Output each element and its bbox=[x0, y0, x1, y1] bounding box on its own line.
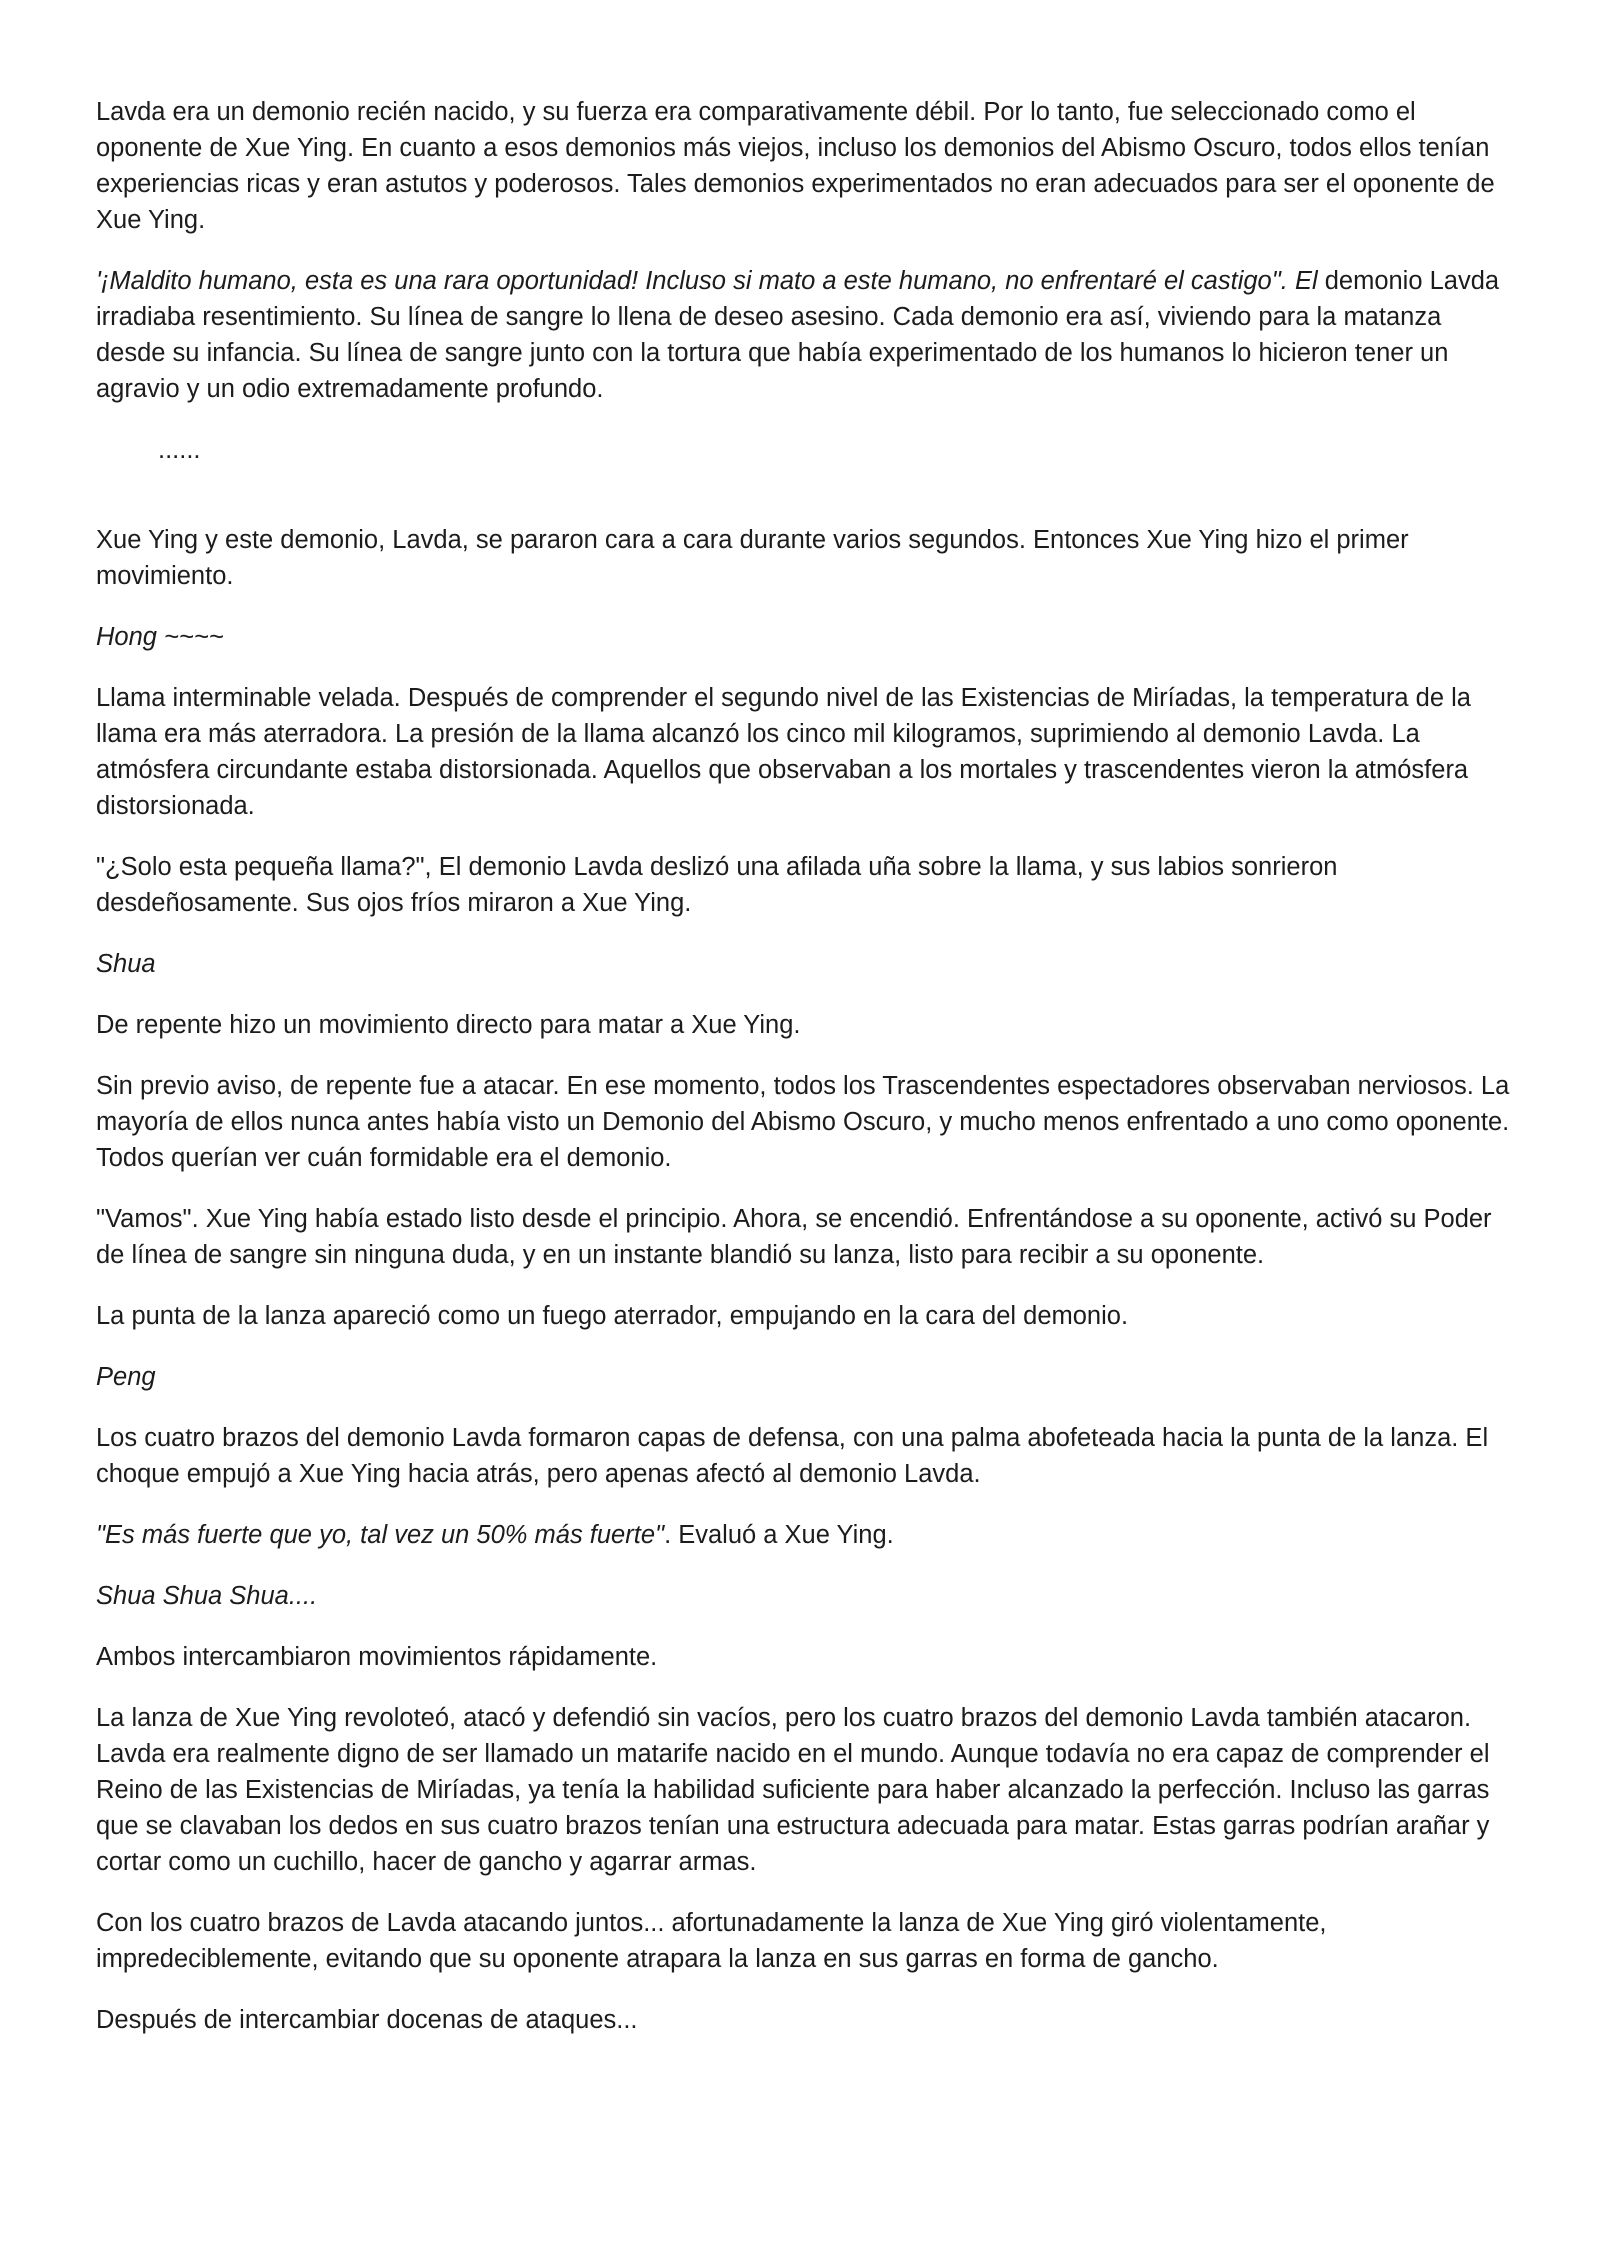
sound-effect-shua: Shua bbox=[96, 950, 156, 978]
paragraph-2-narration: demonio Lavda irradiaba resentimiento. Su línea de sangre lo llena de deseo asesino. Cada demonio era así, viviendo para la matanza desde su infancia. Su línea de sangre junto con la tortura que había experimentado de los humanos lo hicieron tener un agravio y un odio extremadamente profundo. bbox=[96, 267, 1500, 403]
paragraph-11: "Vamos". Xue Ying había estado listo desde el principio. Ahora, se encendió. Enfrentándose a su oponente, activó su Poder de línea de sangre sin ninguna duda, y en un instante blandió su lanza, listo para recibir a su oponente. bbox=[96, 1205, 1492, 1269]
paragraph-4: Xue Ying y este demonio, Lavda, se pararon cara a cara durante varios segundos. Entonces Xue Ying hizo el primer movimiento. bbox=[96, 526, 1409, 590]
paragraph-15-narration: . Evaluó a Xue Ying. bbox=[664, 1521, 894, 1549]
paragraph-2-italic-thought: '¡Maldito humano, esta es una rara oportunidad! Incluso si mato a este humano, no enfrentaré el castigo". El bbox=[96, 267, 1318, 295]
paragraph-2 bbox=[96, 263, 1516, 407]
document-body bbox=[96, 94, 1516, 2063]
paragraph-15 bbox=[96, 1517, 1516, 1553]
paragraph-12: La punta de la lanza apareció como un fuego aterrador, empujando en la cara del demonio. bbox=[96, 1302, 1129, 1330]
sound-effect-shua-shua-shua: Shua Shua Shua.... bbox=[96, 1582, 318, 1610]
paragraph-6: Llama interminable velada. Después de comprender el segundo nivel de las Existencias de Miríadas, la temperatura de la llama era más aterradora. La presión de la llama alcanzó los cinco mil kilogramos, suprimiendo al demonio Lavda. La atmósfera circundante estaba distorsionada. Aquellos que observaban a los mortales y trascendentes vieron la atmósfera distorsionada. bbox=[96, 684, 1471, 820]
sound-effect-hong: Hong ~~~~ bbox=[96, 623, 224, 651]
paragraph-1: Lavda era un demonio recién nacido, y su fuerza era comparativamente débil. Por lo tanto, fue seleccionado como el oponente de Xue Ying. En cuanto a esos demonios más viejos, incluso los demonios del Abismo Oscuro, todos ellos tenían experiencias ricas y eran astutos y poderosos. Tales demonios experimentados no eran adecuados para ser el oponente de Xue Ying. bbox=[96, 98, 1495, 234]
paragraph-19: Con los cuatro brazos de Lavda atacando juntos... afortunadamente la lanza de Xue Ying giró violentamente, impredeciblemente, evitando que su oponente atrapara la lanza en sus garras en forma de gancho. bbox=[96, 1909, 1327, 1973]
scene-break-ellipsis: ...... bbox=[158, 436, 201, 464]
paragraph-7: "¿Solo esta pequeña llama?", El demonio Lavda deslizó una afilada uña sobre la llama, y sus labios sonrieron desdeñosamente. Sus ojos fríos miraron a Xue Ying. bbox=[96, 853, 1338, 917]
sound-effect-peng: Peng bbox=[96, 1363, 156, 1391]
paragraph-20: Después de intercambiar docenas de ataques... bbox=[96, 2006, 638, 2034]
paragraph-10: Sin previo aviso, de repente fue a atacar. En ese momento, todos los Trascendentes espectadores observaban nerviosos. La mayoría de ellos nunca antes había visto un Demonio del Abismo Oscuro, y mucho menos enfrentado a uno como oponente. Todos querían ver cuán formidable era el demonio. bbox=[96, 1072, 1510, 1172]
paragraph-15-italic-thought: "Es más fuerte que yo, tal vez un 50% más fuerte" bbox=[96, 1521, 665, 1549]
paragraph-9: De repente hizo un movimiento directo para matar a Xue Ying. bbox=[96, 1011, 801, 1039]
paragraph-14: Los cuatro brazos del demonio Lavda formaron capas de defensa, con una palma abofeteada hacia la punta de la lanza. El choque empujó a Xue Ying hacia atrás, pero apenas afectó al demonio Lavda. bbox=[96, 1424, 1489, 1488]
paragraph-18: La lanza de Xue Ying revoloteó, atacó y defendió sin vacíos, pero los cuatro brazos del demonio Lavda también atacaron. Lavda era realmente digno de ser llamado un matarife nacido en el mundo. Aunque todavía no era capaz de comprender el Reino de las Existencias de Miríadas, ya tenía la habilidad suficiente para haber alcanzado la perfección. Incluso las garras que se clavaban los dedos en sus cuatro brazos tenían una estructura adecuada para matar. Estas garras podrían arañar y cortar como un cuchillo, hacer de gancho y agarrar armas. bbox=[96, 1704, 1490, 1876]
paragraph-17: Ambos intercambiaron movimientos rápidamente. bbox=[96, 1643, 658, 1671]
